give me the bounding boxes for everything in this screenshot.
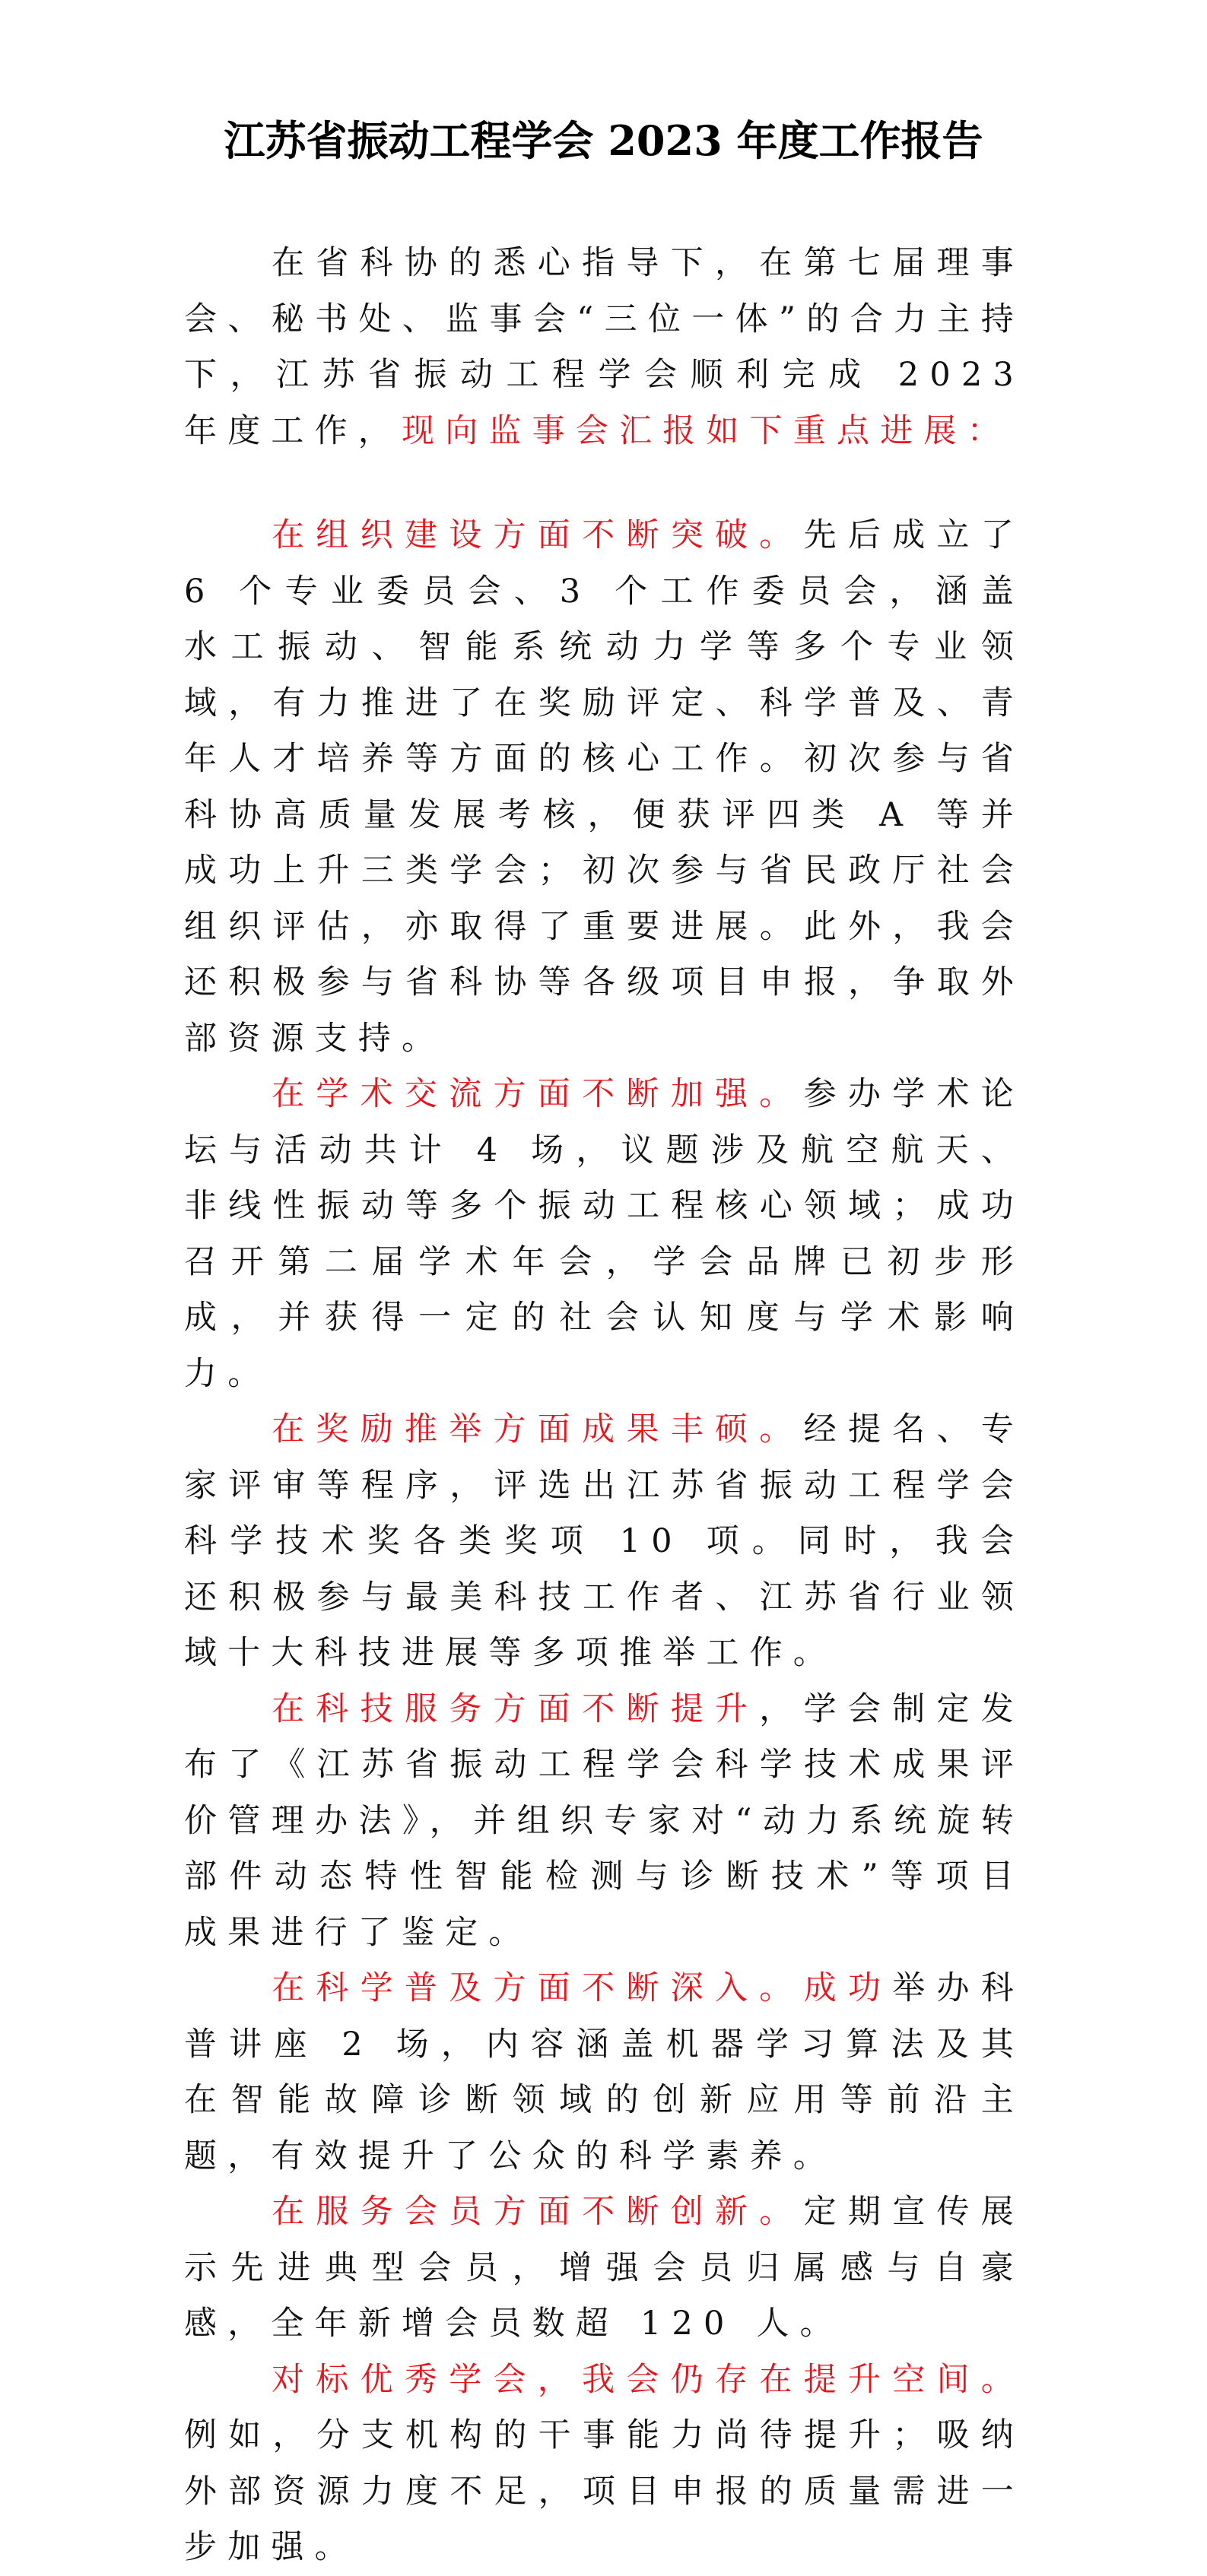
paragraph-academic	[184, 1067, 1024, 1402]
section-text-popularization: 举办科普讲座 2 场，内容涵盖机器学习算法及其在智能故障诊断领域的创新应用等前沿主题，有效提升了公众的科学素养。	[184, 1969, 1024, 2175]
document-body	[184, 236, 1024, 2576]
paragraph-intro	[184, 236, 1024, 459]
intro-highlight: 现向监事会汇报如下重点进展：	[402, 411, 1011, 450]
paragraph-awards	[184, 1402, 1024, 1682]
paragraph-popularization	[184, 1961, 1024, 2184]
section-heading-popularization: 在科学普及方面不断深入。成功	[272, 1969, 893, 2007]
section-text-tech-service: ，学会制定发布了《江苏省振动工程学会科学技术成果评价管理办法》，并组织专家对“动力系统旋转部件动态特性智能检测与诊断技术”等项目成果进行了鉴定。	[184, 1689, 1024, 1952]
paragraph-improvement	[184, 2352, 1024, 2576]
section-text-organization: 先后成立了 6 个专业委员会、3 个工作委员会，涵盖水工振动、智能系统动力学等多个专业领域，有力推进了在奖励评定、科学普及、青年人才培养等方面的核心工作。初次参与省科协高质量发展考核，便获评四类 A 等并成功上升三类学会；初次参与省民政厅社会组织评估，亦取得了重要进展。此外，我会还积极参与省科协等各级项目申报，争取外部资源支持。	[184, 516, 1025, 1058]
section-heading-academic: 在学术交流方面不断加强。	[272, 1075, 804, 1113]
section-text-awards: 经提名、专家评审等程序，评选出江苏省振动工程学会科学技术奖各类奖项 10 项。同时，我会还积极参与最美科技工作者、江苏省行业领域十大科技进展等多项推举工作。	[184, 1410, 1025, 1672]
document-title: 江苏省振动工程学会 2023 年度工作报告	[224, 116, 983, 165]
intro-text: 在省科协的悉心指导下，在第七届理事会、秘书处、监事会“三位一体”的合力主持下，江苏省振动工程学会顺利完成 2023 年度工作，	[184, 244, 1024, 450]
paragraph-organization	[184, 508, 1024, 1067]
section-heading-tech-service: 在科技服务方面不断提升	[272, 1689, 760, 1728]
section-text-members: 定期宣传展示先进典型会员，增强会员归属感与自豪感，全年新增会员数超 120 人。	[184, 2193, 1025, 2343]
paragraph-members	[184, 2184, 1024, 2352]
section-heading-organization: 在组织建设方面不断突破。	[272, 516, 804, 554]
paragraph-tech-service	[184, 1682, 1024, 1962]
section-heading-members: 在服务会员方面不断创新。	[272, 2193, 804, 2231]
section-text-academic: 参办学术论坛与活动共计 4 场，议题涉及航空航天、非线性振动等多个振动工程核心领域；成功召开第二届学术年会，学会品牌已初步形成，并获得一定的社会认知度与学术影响力。	[184, 1075, 1025, 1393]
section-text-improvement: 例如，分支机构的干事能力尚待提升；吸纳外部资源力度不足，项目申报的质量需进一步加强。	[184, 2416, 1024, 2566]
section-heading-awards: 在奖励推举方面成果丰硕。	[272, 1410, 804, 1448]
section-heading-improvement: 对标优秀学会，我会仍存在提升空间。	[272, 2360, 1024, 2399]
